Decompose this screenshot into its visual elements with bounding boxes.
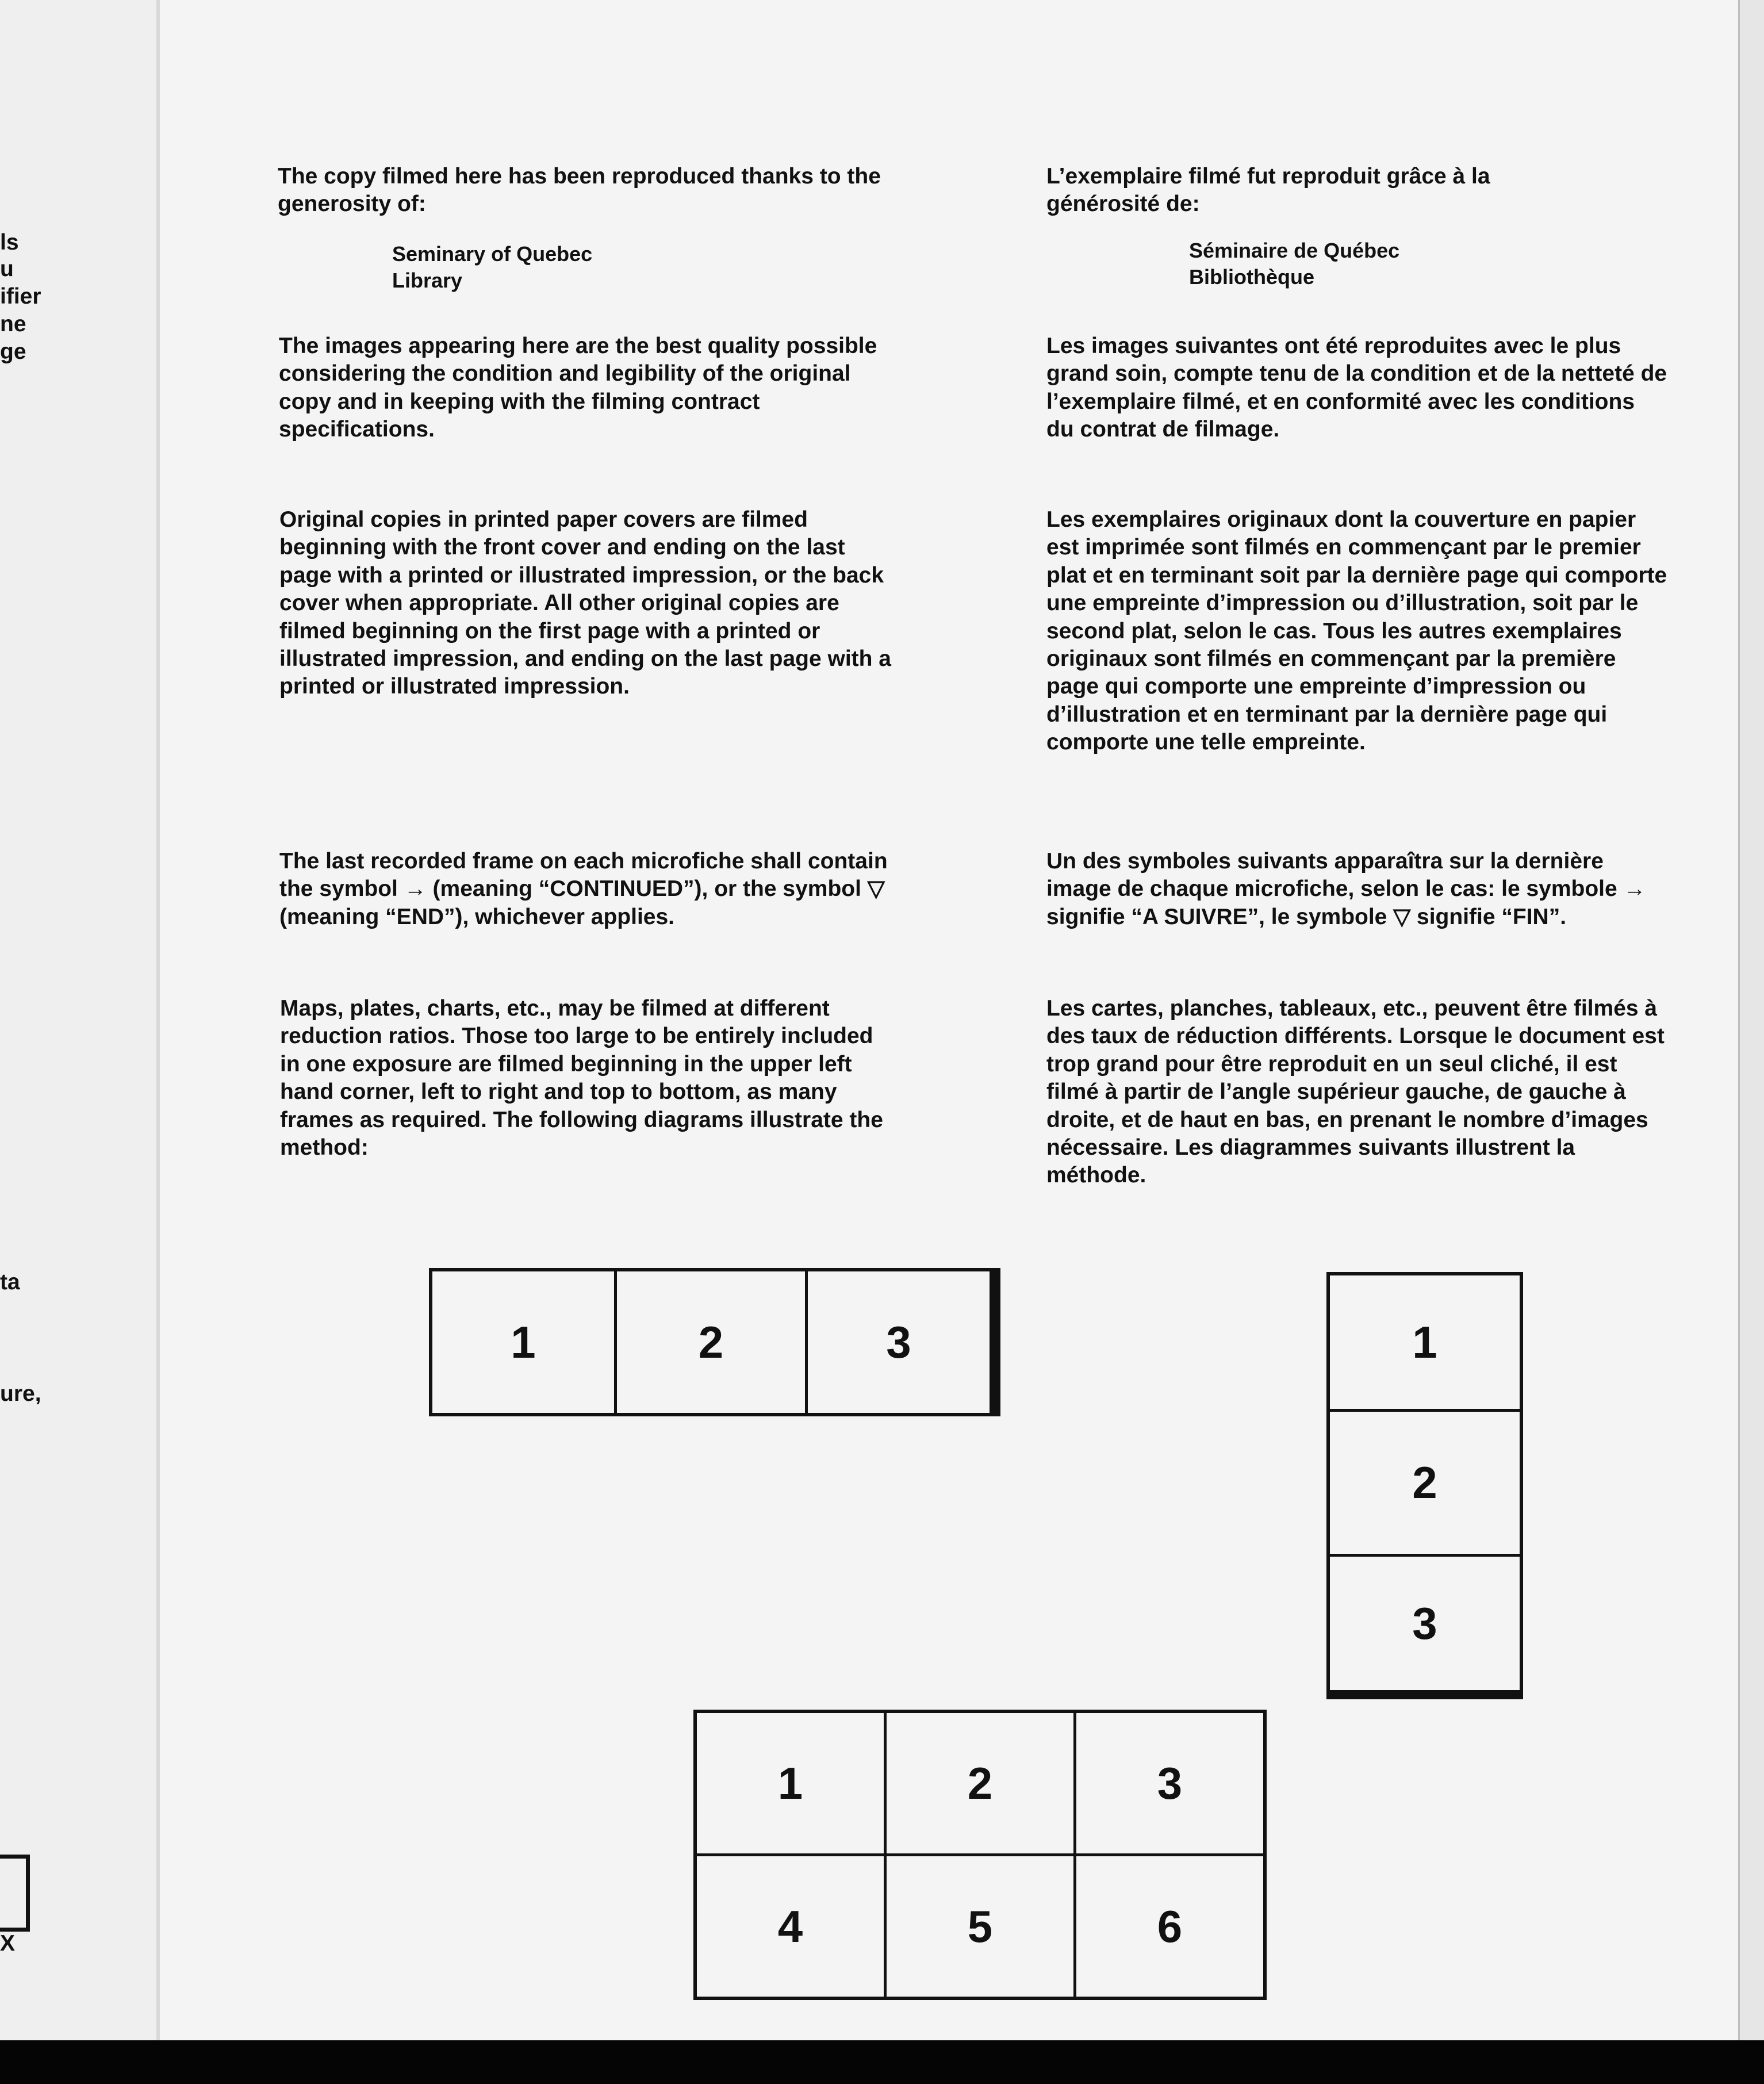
adjacent-page-fragment: u [0,256,14,281]
english-institution-library: Library [392,269,463,292]
diagram-frame: 2 [617,1271,805,1413]
adjacent-page-fragment: ifier [0,284,41,309]
english-covers-paragraph: Original copies in printed paper covers are filmed beginning with the front cover and ending on the last page with a printed or illustrated impression, or the back cover when appropriate. All other original copies are filmed beginning on the first page with a printed or illustrated impression, and ending on the last page with a printed or illustrated impression. [279,507,891,699]
french-maps-paragraph: Les cartes, planches, tableaux, etc., peuvent être filmés à des taux de réduction différents. Lorsque le document est trop grand pour être reproduit en un seul cliché, il est filmé à partir de l’angle supérieur gauche, de gauche à droite, et de haut en bas, en prenant le nombre d’images nécessaire. Les diagrammes suivants illustrent la méthode. [1046,996,1665,1188]
horizontal-frames-diagram [429,1268,1000,1416]
diagram-frame: 3 [808,1271,990,1413]
scan-border-bottom [0,2040,1764,2084]
diagram-frame: 4 [697,1856,884,1997]
adjacent-page-fragment: X [0,1931,16,1956]
diagram-frame: 1 [1330,1275,1520,1409]
diagram-frame: 1 [697,1713,884,1853]
diagram-frame: 1 [432,1271,614,1413]
diagram-frame: 6 [1076,1856,1263,1997]
french-institution-library: Bibliothèque [1189,265,1314,289]
diagram-frame: 5 [887,1856,1073,1997]
french-covers-paragraph: Les exemplaires originaux dont la couverture en papier est imprimée sont filmés en commençant par le premier plat et en terminant soit par la dernière page qui comporte une empreinte d’impression ou d’illustration, soit par le second plat, selon le cas. Tous les autres exemplaires originaux sont filmés en commençant par la première page qui comporte une empreinte d’impression ou d’illustration et en terminant par la dernière page qui comporte une telle empreinte. [1046,507,1667,755]
vertical-frames-diagram [1326,1272,1523,1699]
diagram-frame: 2 [1330,1412,1520,1554]
english-symbols-paragraph: The last recorded frame on each microfiche shall contain the symbol → (meaning “CONTINUED”), or the symbol ▽ (meaning “END”), whichever applies. [279,849,888,929]
diagram-frame: 3 [1076,1713,1263,1853]
page-right-edge [1738,0,1764,2084]
adjacent-page-box [0,1855,30,1932]
french-thanks: L’exemplaire filmé fut reproduit grâce à la générosité de: [1046,164,1490,217]
english-maps-paragraph: Maps, plates, charts, etc., may be filmed at different reduction ratios. Those too large to be entirely included in one exposure are filmed beginning in the upper left hand corner, left to right and top to bottom, as many frames as required. The following diagrams illustrate the method: [280,996,883,1160]
french-symbols-paragraph: Un des symboles suivants apparaîtra sur la dernière image de chaque microfiche, selon le cas: le symbole → signifie “A SUIVRE”, le symbole ▽ signifie “FIN”. [1046,849,1646,929]
adjacent-page-fragment: ls [0,230,19,255]
french-quality-paragraph: Les images suivantes ont été reproduites avec le plus grand soin, compte tenu de la condition et de la netteté de l’exemplaire filmé, et en conformité avec les conditions du contrat de filmage. [1046,334,1667,442]
diagram-frame: 3 [1330,1557,1520,1690]
english-thanks: The copy filmed here has been reproduced thanks to the generosity of: [278,164,881,217]
french-institution-name: Séminaire de Québec [1189,239,1400,262]
adjacent-page-fragment: ne [0,312,26,336]
adjacent-page-fragment: ure, [0,1381,41,1406]
grid-frames-diagram [693,1710,1267,2000]
english-quality-paragraph: The images appearing here are the best quality possible considering the condition and legibility of the original copy and in keeping with the filming contract specifications. [279,334,877,442]
adjacent-page-fragment: ge [0,339,26,364]
adjacent-page-fragment: ta [0,1270,20,1294]
english-institution-name: Seminary of Quebec [392,242,593,266]
diagram-frame: 2 [887,1713,1073,1853]
